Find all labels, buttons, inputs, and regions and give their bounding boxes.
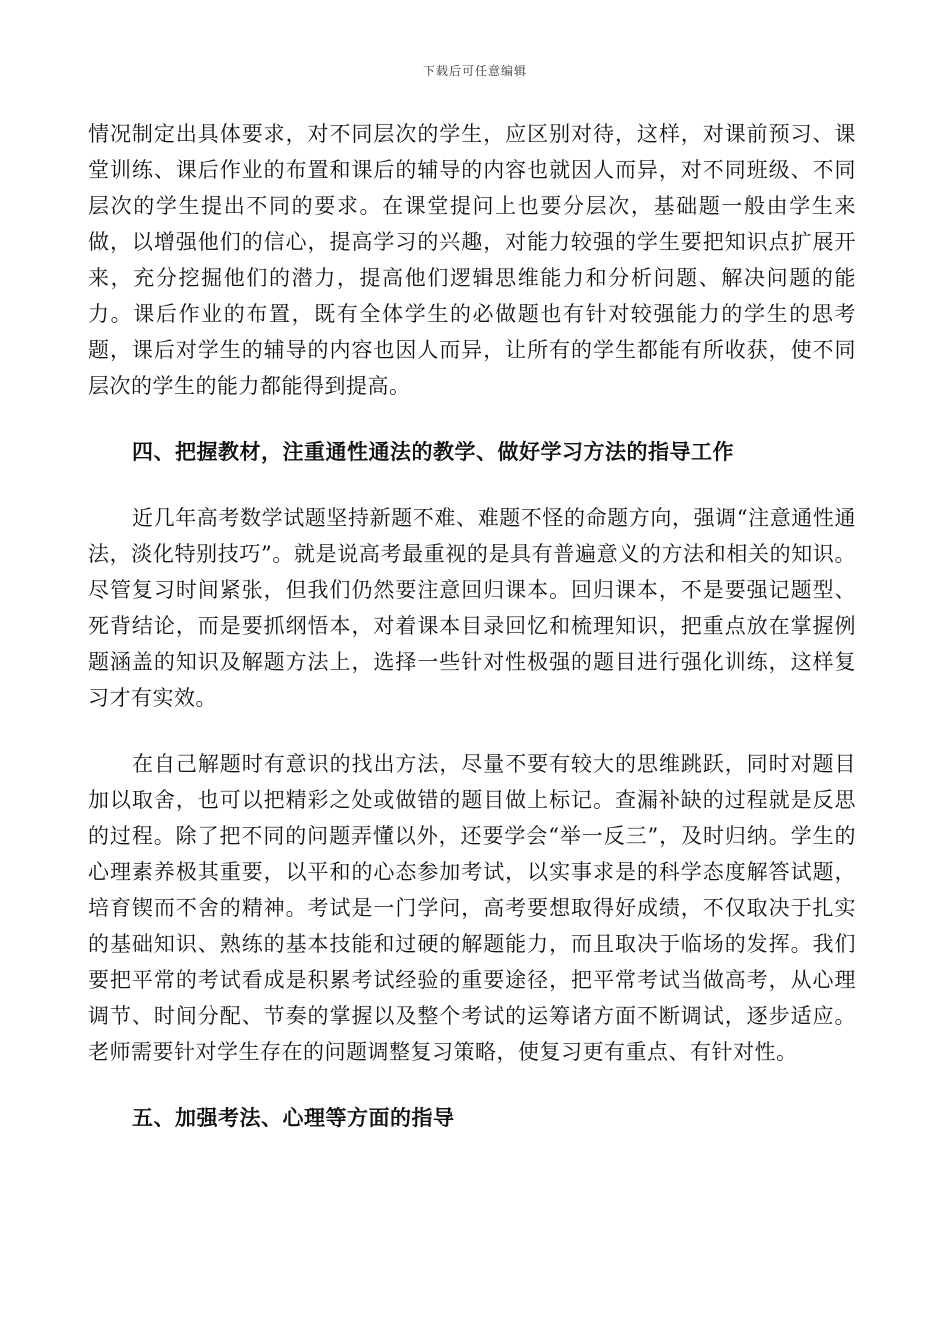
spacer [88,404,856,434]
document-body [88,116,856,1136]
paragraph-reflection-exam: 在自己解题时有意识的找出方法，尽量不要有较大的思维跳跃，同时对题目加以取舍，也可以把精彩之处或做错的题目做上标记。查漏补缺的过程就是反思的过程。除了把不同的问题弄懂以外，还要学会“举一反三”，及时归纳。学生的心理素养极其重要，以平和的心态参加考试，以实事求是的科学态度解答试题，培育锲而不舍的精神。考试是一门学问，高考要想取得好成绩，不仅取决于扎实的基础知识、熟练的基本技能和过硬的解题能力，而且取决于临场的发挥。我们要把平常的考试看成是积累考试经验的重要途径，把平常考试当做高考，从心理调节、时间分配、节奏的掌握以及整个考试的运筹诸方面不断调试，逐步适应。老师需要针对学生存在的问题调整复习策略，使复习更有重点、有针对性。 [88,752,856,1064]
paragraph-textbook-methods: 近几年高考数学试题坚持新题不难、难题不怪的命题方向，强调“注意通性通法，淡化特别技巧”。就是说高考最重视的是具有普遍意义的方法和相关的知识。尽管复习时间紧张，但我们仍然要注意回归课本。回归课本，不是要强记题型、死背结论，而是要抓纲悟本，对着课本目录回忆和梳理知识，把重点放在掌握例题涵盖的知识及解题方法上，选择一些针对性极强的题目进行强化训练，这样复习才有实效。 [88,506,856,710]
section-heading-4: 四、把握教材，注重通性通法的教学、做好学习方法的指导工作 [132,439,734,464]
paragraph-layered-teaching: 情况制定出具体要求，对不同层次的学生，应区别对待，这样，对课前预习、课堂训练、课后作业的布置和课后的辅导的内容也就因人而异，对不同班级、不同层次的学生提出不同的要求。在课堂提问上也要分层次，基础题一般由学生来做，以增强他们的信心，提高学习的兴趣，对能力较强的学生要把知识点扩展开来，充分挖掘他们的潜力，提高他们逻辑思维能力和分析问题、解决问题的能力。课后作业的布置，既有全体学生的必做题也有针对较强能力的学生的思考题，课后对学生的辅导的内容也因人而异，让所有的学生都能有所收获，使不同层次的学生的能力都能得到提高。 [88,122,856,398]
page-header: 下载后可任意编辑 [422,64,527,78]
spacer [88,470,856,500]
spacer [88,1070,856,1100]
section-heading-5: 五、加强考法、心理等方面的指导 [132,1105,455,1130]
spacer [88,716,856,746]
